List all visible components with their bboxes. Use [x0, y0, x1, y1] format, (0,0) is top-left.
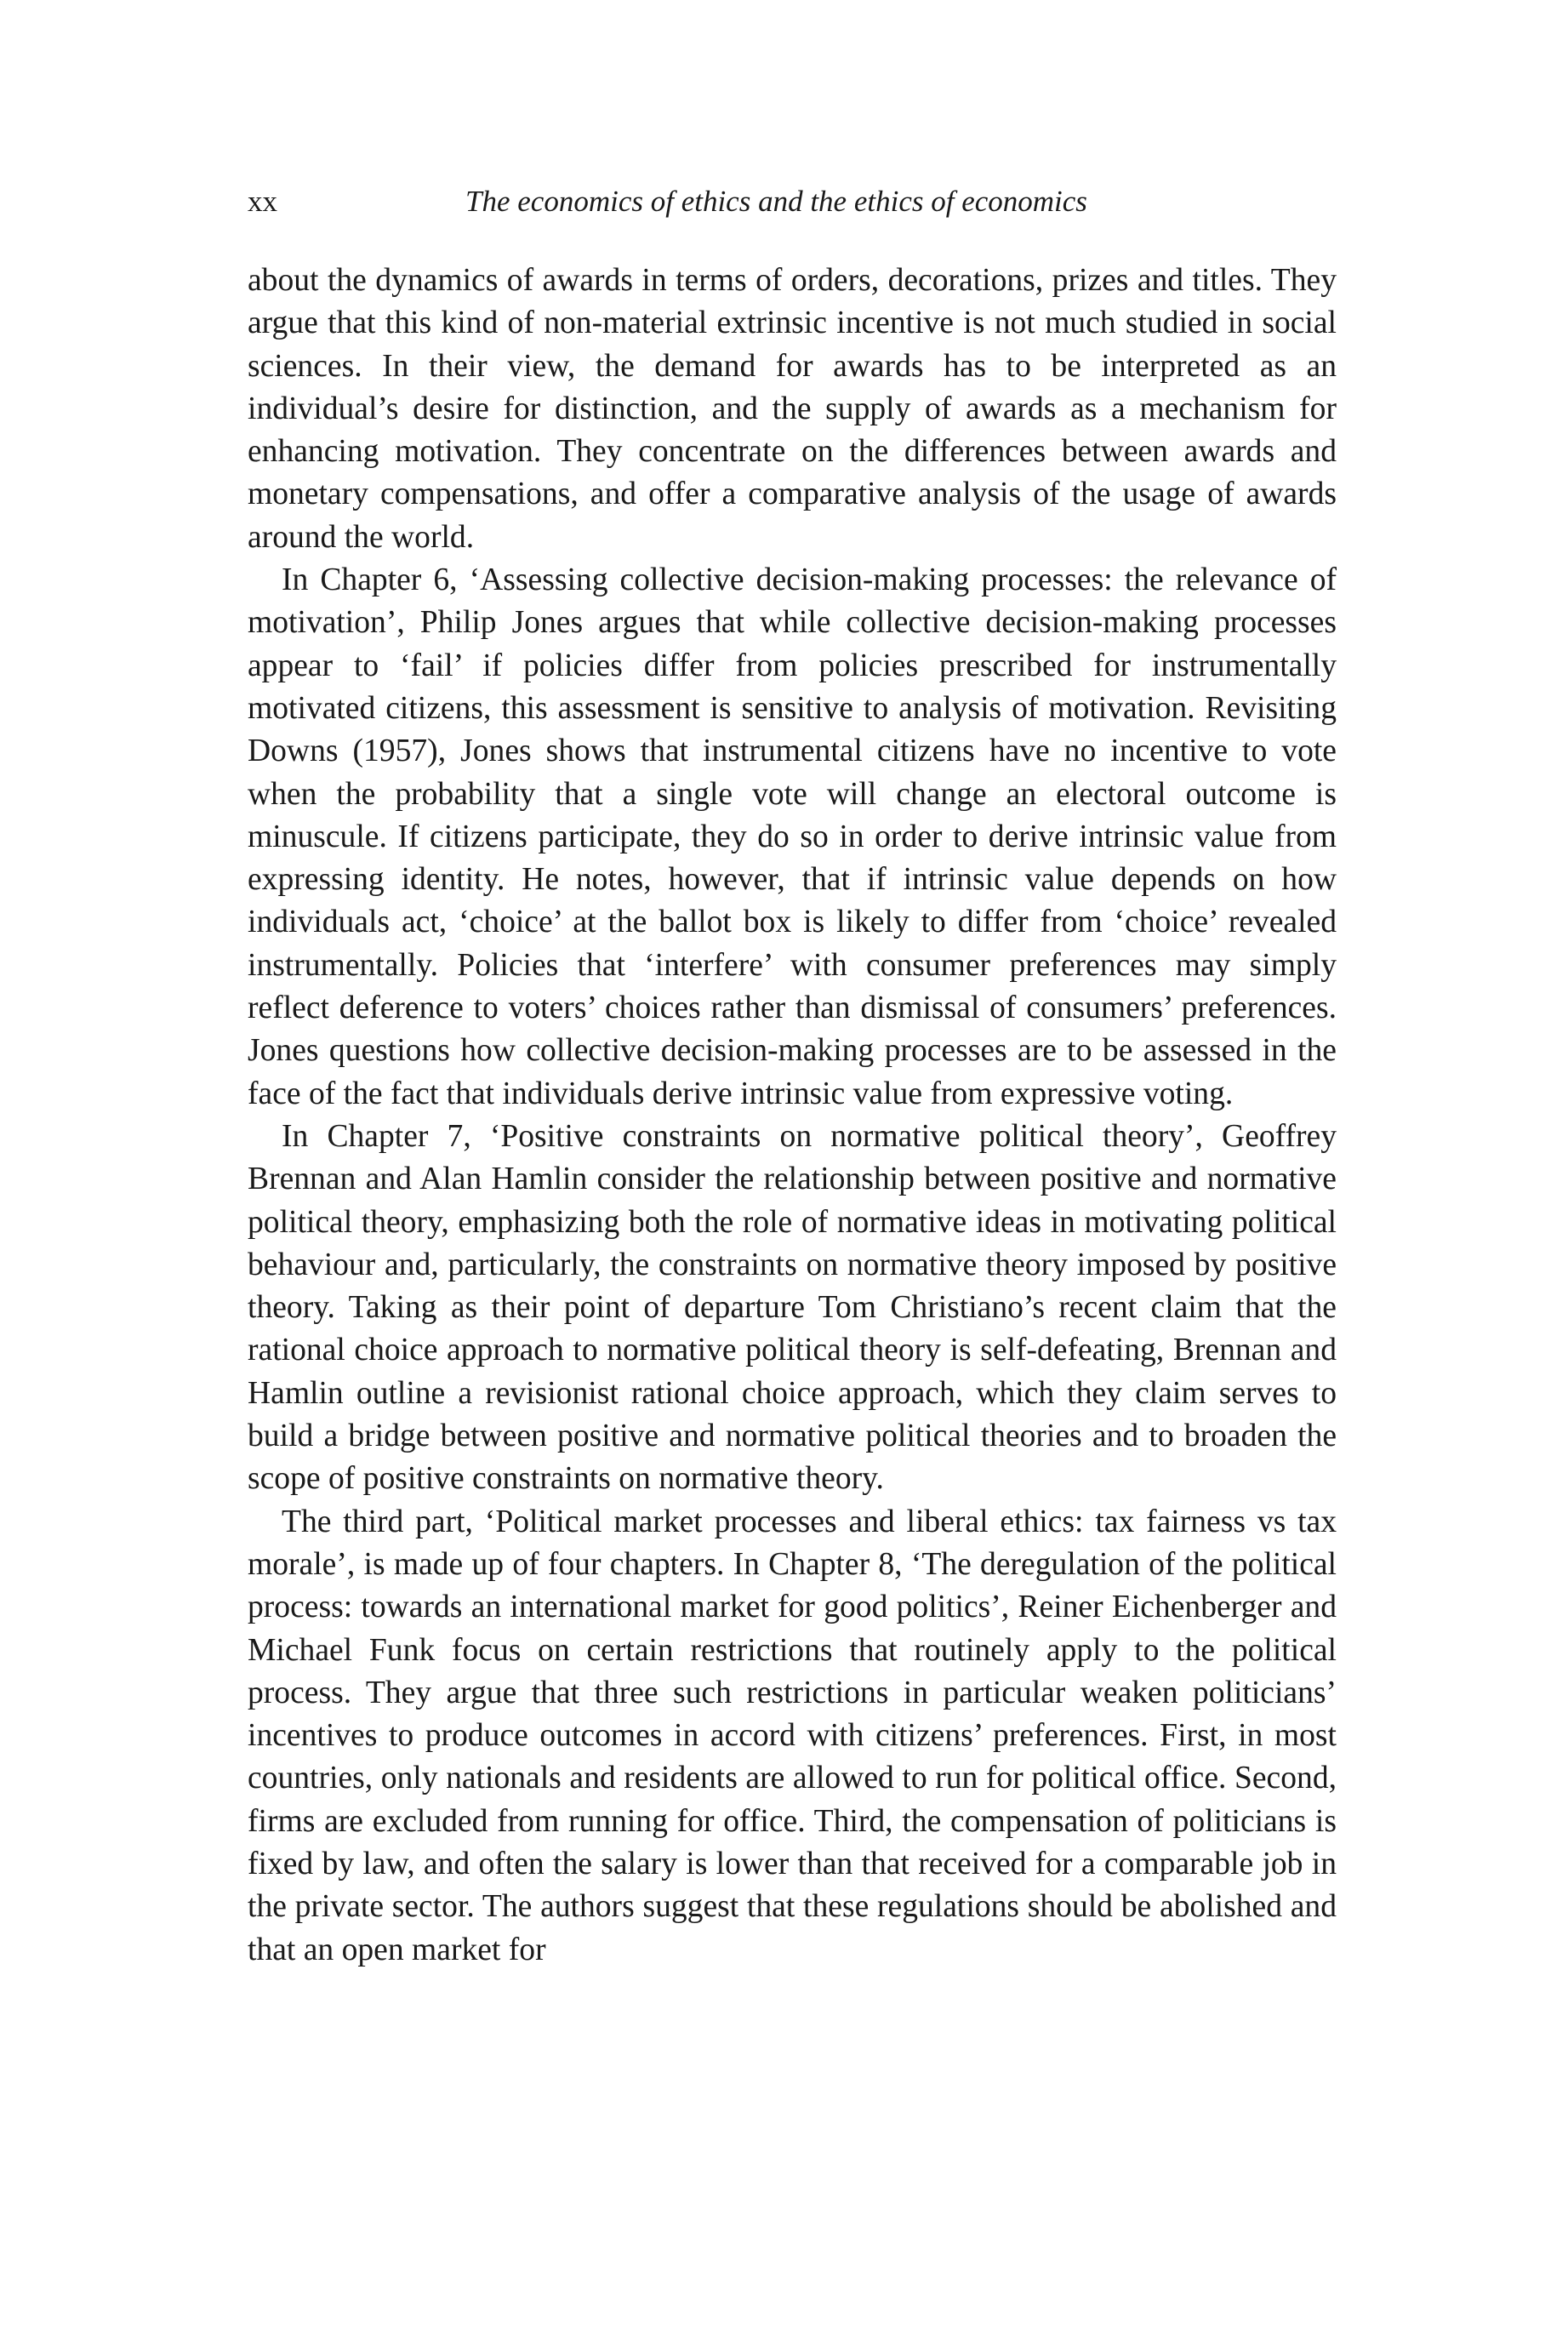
running-head: [248, 180, 1337, 223]
body-text: [248, 260, 1337, 1972]
paragraph-awards-continued: about the dynamics of awards in terms of orders, decorations, prizes and titles. They argue that this kind of non-material extrinsic incentive is not much studied in social sciences. In their view, the demand for awards has to be interpreted as an individual’s desire for distinction, and the supply of awards as a mechanism for enhancing motivation. They concentrate on the differences between awards and monetary compensations, and offer a comparative analysis of the usage of awards around the world.: [248, 263, 1337, 555]
running-title: The economics of ethics and the ethics of economics: [465, 185, 1087, 218]
paragraph-chapter-7: In Chapter 7, ‘Positive constraints on normative political theory’, Geoffrey Brennan and Alan Hamlin consider the relationship between positive and normative political theory, emphasizing both the role of normative ideas in motivating political behaviour and, particularly, the constraints on normative theory imposed by positive theory. Taking as their point of departure Tom Christiano’s recent claim that the rational choice approach to normative political theory is self-defeating, Brennan and Hamlin outline a revisionist rational choice approach, which they claim serves to build a bridge between positive and normative political theories and to broaden the scope of positive constraints on normative theory.: [248, 1118, 1337, 1497]
paragraph-chapter-6: In Chapter 6, ‘Assessing collective decision-making processes: the relevance of motivation’, Philip Jones argues that while collective decision-making processes appear to ‘fail’ if policies differ from policies prescribed for instrumentally motivated citizens, this assessment is sensitive to analysis of motivation. Revisiting Downs (1957), Jones shows that instrumental citizens have no incentive to vote when the probability that a single vote will change an electoral outcome is minuscule. If citizens participate, they do so in order to derive intrinsic value from expressing identity. He notes, however, that if intrinsic value depends on how individuals act, ‘choice’ at the ballot box is likely to differ from ‘choice’ revealed instrumentally. Policies that ‘interfere’ with consumer preferences may simply reflect deference to voters’ choices rather than dismissal of consumers’ preferences. Jones questions how collective decision-making processes are to be assessed in the face of the fact that individuals derive intrinsic value from expressive voting.: [248, 562, 1337, 1111]
paragraph-third-part: The third part, ‘Political market processes and liberal ethics: tax fairness vs tax morale’, is made up of four chapters. In Chapter 8, ‘The deregulation of the political process: towards an international market for good politics’, Reiner Eichenberger and Michael Funk focus on certain restrictions that routinely apply to the political process. They argue that three such restrictions in particular weaken politicians’ incentives to produce outcomes in accord with citizens’ preferences. First, in most countries, only nationals and residents are allowed to run for political office. Second, firms are excluded from running for office. Third, the compensation of politicians is fixed by law, and often the salary is lower than that received for a comparable job in the private sector. The authors suggest that these regulations should be abolished and that an open market for: [248, 1504, 1337, 1967]
page-number: xx: [248, 185, 277, 218]
